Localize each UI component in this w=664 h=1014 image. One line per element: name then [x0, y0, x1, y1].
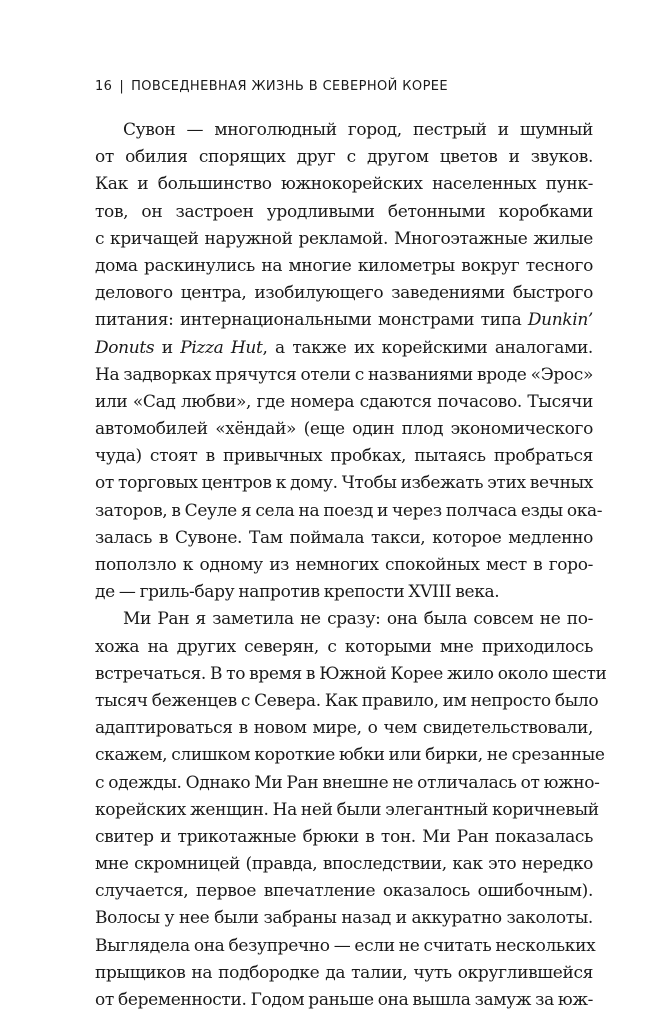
text-line: поползло к одному из немногих спокойных мест в горо-	[95, 555, 593, 575]
text-line: залась в Сувоне. Там поймала такси, которое медленно	[95, 527, 593, 548]
text-line: встречаться. В то время в Южной Корее жило около шести	[95, 663, 607, 684]
text-line: мне скромницей (правда, впоследствии, как это нередко	[95, 854, 593, 875]
text-line: тов, он застроен уродливыми бетонными коробками	[95, 201, 593, 222]
text-line: автомобилей «хёндай» (еще один плод экономического	[95, 419, 593, 440]
header-separator: |	[119, 79, 125, 94]
text-line: Волосы у нее были забраны назад и аккуратно заколоты.	[95, 908, 593, 929]
text-line: дома раскинулись на многие километры вокруг тесного	[95, 255, 593, 276]
page-number: 16	[95, 79, 113, 94]
running-head	[95, 79, 448, 94]
text-line: с кричащей наружной рекламой. Многоэтажные жилые	[95, 228, 593, 249]
text-line: Как и большинство южнокорейских населенных пунк-	[95, 174, 593, 195]
text-line: или «Сад любви», где номера сдаются почасово. Тысячи	[95, 391, 593, 412]
text-line: от беременности. Годом раньше она вышла замуж за юж-	[95, 990, 594, 1010]
text-line: хожа на других северян, с которыми мне приходилось	[95, 636, 593, 657]
body-text	[95, 117, 607, 1014]
text-line: Ми Ран я заметила не сразу: она была совсем не по-	[123, 609, 593, 630]
text-segment: питания: интернациональными монстрами типа	[95, 310, 522, 331]
text-line: скажем, слишком короткие юбки или бирки, не срезанные	[95, 745, 605, 766]
text-line: прыщиков на подбородке да талии, чуть округлившейся	[95, 962, 593, 983]
text-line: делового центра, изобилующего заведениями быстрого	[95, 283, 593, 304]
italic-brand: Dunkin’	[527, 310, 593, 331]
text-line: де — гриль-бару напротив крепости XVIII века.	[95, 582, 500, 603]
text-line-mixed	[95, 307, 593, 334]
text-line: от торговых центров к дому. Чтобы избежать этих вечных	[95, 473, 593, 494]
text-line: тысяч беженцев с Севера. Как правило, им непросто было	[95, 690, 599, 711]
italic-brand: Donuts	[95, 337, 155, 358]
text-line: свитер и трикотажные брюки в тон. Ми Ран показалась	[95, 826, 593, 847]
text-line: от обилия спорящих друг с другом цветов и звуков.	[95, 147, 593, 168]
chapter-title: ПОВСЕДНЕВНАЯ ЖИЗНЬ В СЕВЕРНОЙ КОРЕЕ	[131, 79, 449, 94]
text-line: случается, первое впечатление оказалось ошибочным).	[95, 881, 593, 902]
text-line: заторов, в Сеуле я села на поезд и через полчаса езды ока-	[95, 500, 603, 521]
text-line: Выглядела она безупречно — если не считать нескольких	[95, 935, 596, 956]
text-line-mixed	[95, 335, 593, 362]
text-line: с одежды. Однако Ми Ран внешне не отличалась от южно-	[95, 772, 600, 793]
text-line: Сувон — многолюдный город, пестрый и шумный	[123, 120, 593, 140]
text-line: корейских женщин. На ней были элегантный коричневый	[95, 799, 599, 820]
italic-brand: Pizza Hut	[180, 337, 263, 358]
text-line: На задворках прячутся отели с названиями вроде «Эрос»	[95, 364, 593, 385]
text-line: адаптироваться в новом мире, о чем свидетельствовали,	[95, 718, 593, 739]
text-segment: , а также их корейскими аналогами.	[262, 337, 593, 358]
text-segment: и	[161, 337, 173, 358]
text-line: чуда) стоят в привычных пробках, пытаясь пробраться	[95, 446, 593, 467]
